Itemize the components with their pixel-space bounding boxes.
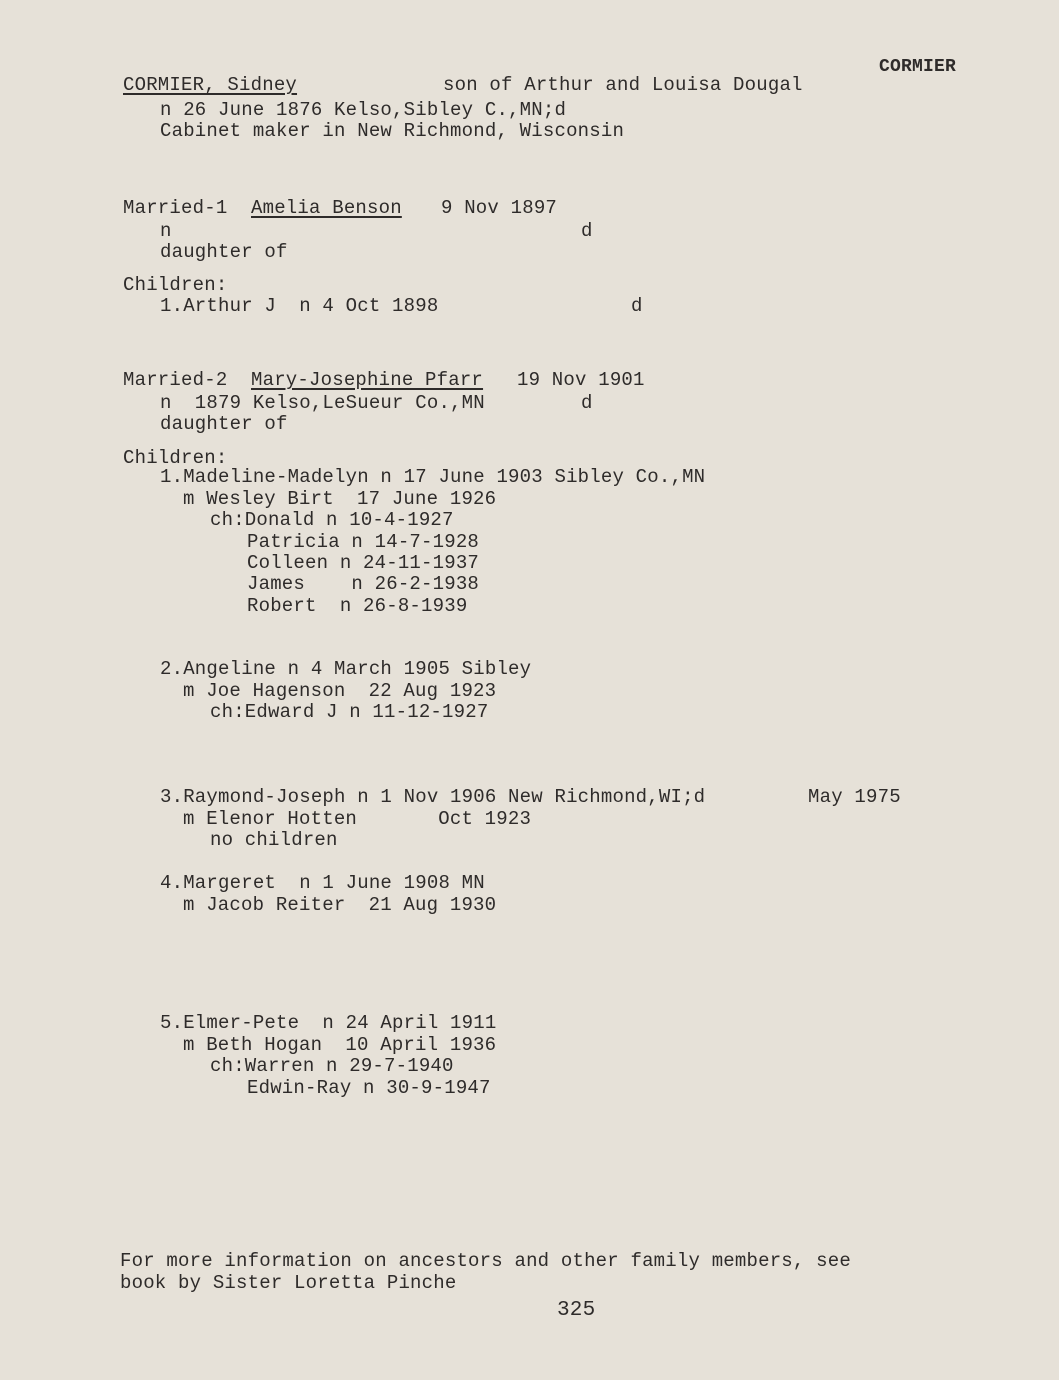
m2-child-2-marriage: m Joe Hagenson 22 Aug 1923 (183, 680, 497, 702)
m2-child-5-marriage: m Beth Hogan 10 April 1936 (183, 1034, 497, 1056)
subject-birth: n 26 June 1876 Kelso,Sibley C.,MN;d (160, 99, 567, 121)
marriage1-children-label: Children: (123, 274, 228, 296)
marriage1-label: Married-1 (123, 197, 228, 219)
m2-child-1-grandchild-2: Patricia n 14-7-1928 (247, 531, 480, 553)
m1-child-1-died: d (631, 295, 643, 317)
m2-child-1: 1.Madeline-Madelyn n 17 June 1903 Sibley Co.,MN (160, 466, 706, 488)
m1-child-1: 1.Arthur J n 4 Oct 1898 (160, 295, 439, 317)
m2-child-1-grandchild-5: Robert n 26-8-1939 (247, 595, 468, 617)
m2-child-5-grandchild-2: Edwin-Ray n 30-9-1947 (247, 1077, 491, 1099)
marriage2-spouse: Mary-Josephine Pfarr (251, 369, 484, 391)
m2-child-4-marriage: m Jacob Reiter 21 Aug 1930 (183, 894, 497, 916)
subject-occupation: Cabinet maker in New Richmond, Wisconsin (160, 120, 625, 142)
m2-child-2-grandchild-1: ch:Edward J n 11-12-1927 (210, 701, 489, 723)
m2-child-1-grandchild-4: James n 26-2-1938 (247, 573, 480, 595)
m2-child-5: 5.Elmer-Pete n 24 April 1911 (160, 1012, 497, 1034)
marriage1-spouse: Amelia Benson (251, 197, 402, 219)
m2-child-5-grandchild-1: ch:Warren n 29-7-1940 (210, 1055, 454, 1077)
page-number: 325 (557, 1299, 596, 1322)
m2-child-3-marriage: m Elenor Hotten Oct 1923 (183, 808, 532, 830)
marriage1-born: n (160, 220, 172, 242)
m2-child-2: 2.Angeline n 4 March 1905 Sibley (160, 658, 532, 680)
marriage2-died: d (581, 392, 593, 414)
m2-child-1-grandchild-1: ch:Donald n 10-4-1927 (210, 509, 454, 531)
marriage2-date: 19 Nov 1901 (517, 369, 645, 391)
m2-child-3-death: May 1975 (808, 786, 901, 808)
marriage2-label: Married-2 (123, 369, 228, 391)
m2-child-1-grandchild-3: Colleen n 24-11-1937 (247, 552, 480, 574)
marriage1-date: 9 Nov 1897 (441, 197, 558, 219)
m2-child-1-marriage: m Wesley Birt 17 June 1926 (183, 488, 497, 510)
marriage1-parents: daughter of (160, 241, 288, 263)
marriage2-parents: daughter of (160, 413, 288, 435)
m2-child-3-note: no children (210, 829, 338, 851)
m2-child-3: 3.Raymond-Joseph n 1 Nov 1906 New Richmond,WI;d (160, 786, 706, 808)
subject-parents: son of Arthur and Louisa Dougal (443, 74, 803, 96)
footer-note-line-1: For more information on ancestors and other family members, see (120, 1250, 851, 1272)
marriage1-died: d (581, 220, 593, 242)
footer-note-line-2: book by Sister Loretta Pinche (120, 1272, 457, 1294)
subject-name: CORMIER, Sidney (123, 74, 298, 96)
surname-header: CORMIER (879, 57, 957, 77)
marriage2-born: n 1879 Kelso,LeSueur Co.,MN (160, 392, 485, 414)
m2-child-4: 4.Margeret n 1 June 1908 MN (160, 872, 485, 894)
marriage2-children-label: Children: (123, 447, 228, 469)
